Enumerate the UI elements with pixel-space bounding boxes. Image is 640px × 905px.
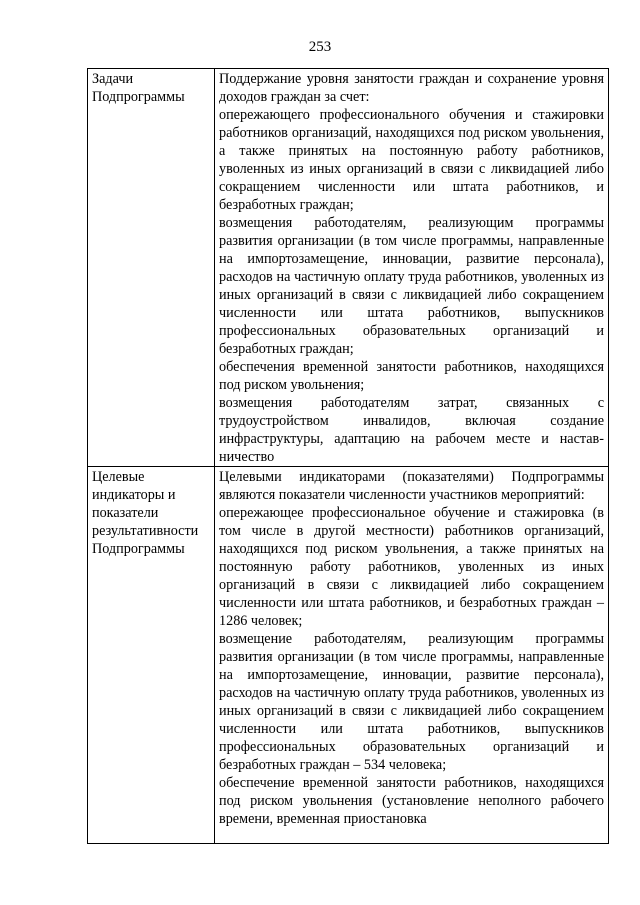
label-line: Подпрограммы	[92, 89, 185, 105]
table-row-targets	[88, 467, 609, 844]
label-line: Целевые	[92, 469, 145, 485]
row-label-targets	[88, 467, 215, 844]
paragraph: возмещение работодателям, реализующим программы развития организации (в том числе программы, направленные на импортозамещение, инновации, развитие персонала), расходов на частичную оплату труда работников, уволенных из иных организаций в связи с ликвидацией либо сокращением численности или штата работников, выпускников профессиональных образовательных организаций и безработных граждан – 534 человека;	[219, 631, 604, 773]
paragraph: обеспечение временной занятости работников, находящихся под риском увольнения (установление неполного рабочего времени, временная приостановка	[219, 775, 604, 827]
label-line: результативности	[92, 523, 199, 539]
paragraph: опережающего профессионального обучения и стажировки работников организаций, находящихся под риском увольнения, а также принятых на постоянную работу работников, уволенных из иных организаций в связи с ликвидацией либо сокращением численности или штата работников, и безработных граждан;	[219, 107, 604, 213]
paragraph: возмещения работодателям затрат, связанных с трудоустройством инвалидов, включая создание инфраструктуры, адаптацию на рабочем месте и наставничество	[219, 395, 604, 465]
paragraph: обеспечения временной занятости работников, находящихся под риском увольнения;	[219, 359, 604, 393]
table-row-tasks	[88, 69, 609, 467]
label-line: показатели	[92, 505, 159, 521]
label-line: индикаторы и	[92, 487, 176, 503]
label-line: Подпрограммы	[92, 541, 185, 557]
paragraph: опережающее профессиональное обучение и стажировка (в том числе в другой местности) работников организаций, находящихся под риском увольнения, а также принятых на постоянную работу работников, уволенных из иных организаций в связи с ликвидацией либо сокращением численности или штата работников, и безработных граждан – 1286 человек;	[219, 505, 604, 629]
row-content-targets	[215, 467, 609, 844]
label-line: Задачи	[92, 71, 134, 87]
page-number: 253	[308, 39, 332, 55]
row-label-tasks	[88, 69, 215, 467]
row-content-tasks	[215, 69, 609, 467]
subprogram-table	[87, 68, 609, 844]
paragraph: Поддержание уровня занятости граждан и сохранение уровня доходов граждан за счет:	[219, 71, 604, 105]
paragraph: Целевыми индикаторами (показателями) Подпрограммы являются показатели численности участников мероприятий:	[219, 469, 604, 503]
paragraph: возмещения работодателям, реализующим программы развития организации (в том числе программы, направленные на импортозамещение, инновации, развитие персонала), расходов на частичную оплату труда работников, уволенных из иных организаций в связи с ликвидацией либо сокращением численности или штата работников, выпускников профессиональных образовательных организаций и безработных граждан;	[219, 215, 604, 357]
